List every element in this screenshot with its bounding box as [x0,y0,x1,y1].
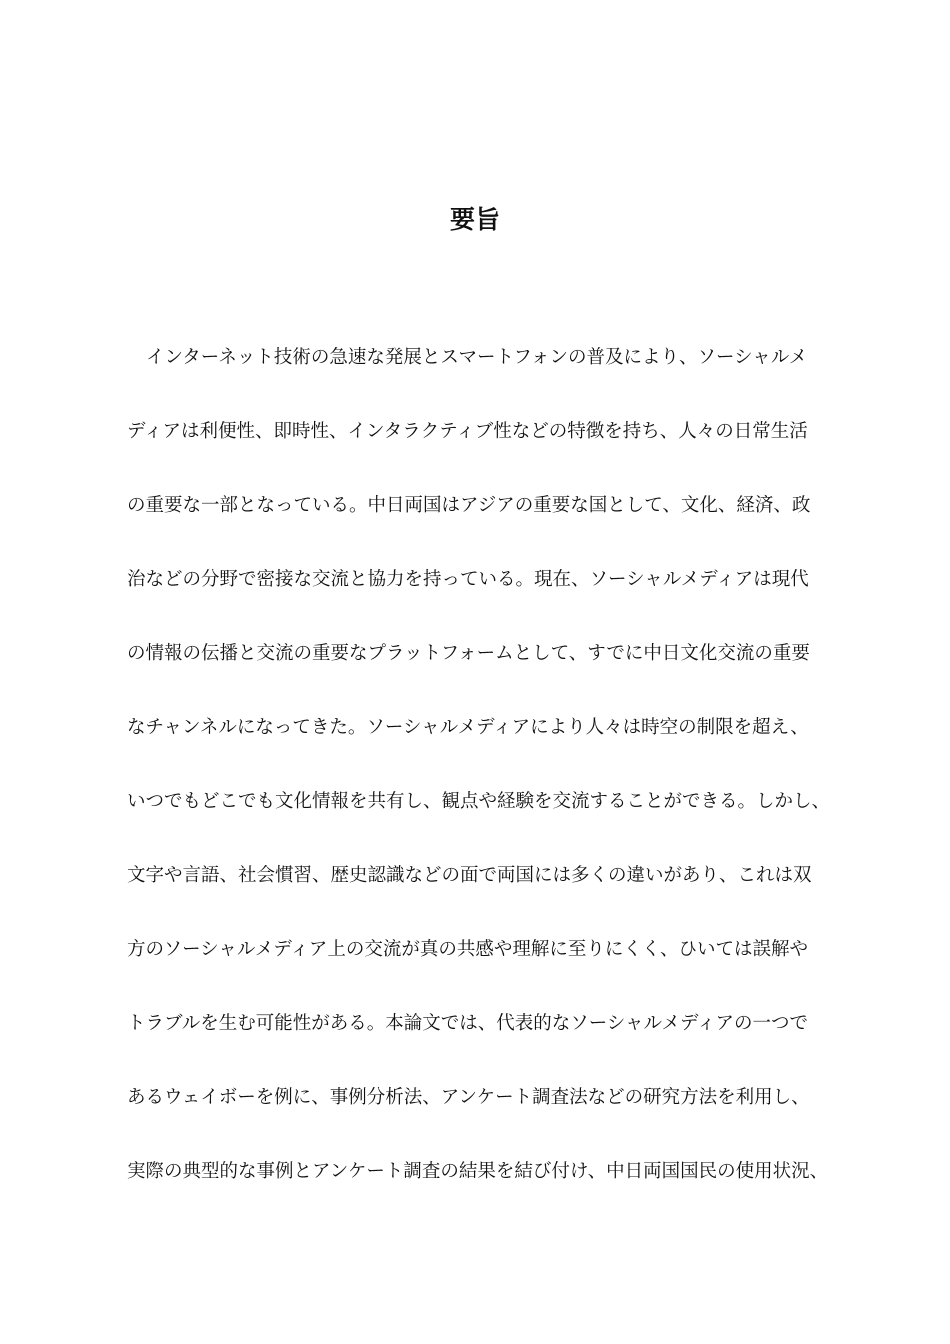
abstract-line: トラブルを生む可能性がある。本論文では、代表的なソーシャルメディアの一つで [127,1013,808,1034]
abstract-line: いつでもどこでも文化情報を共有し、観点や経験を交流することができる。しかし、 [127,791,831,812]
abstract-line: 文字や言語、社会慣習、歴史認識などの面で両国には多くの違いがあり、これは双 [127,865,812,886]
abstract-line: の重要な一部となっている。中日両国はアジアの重要な国として、文化、経済、政 [127,495,811,516]
abstract-line: 治などの分野で密接な交流と協力を持っている。現在、ソーシャルメディアは現代 [127,569,809,590]
page-title: 要旨 [449,205,500,234]
abstract-line: あるウェイボーを例に、事例分析法、アンケート調査法などの研究方法を利用し、 [127,1087,810,1108]
abstract-line: ディアは利便性、即時性、インタラクティブ性などの特徴を持ち、人々の日常生活 [127,421,808,442]
abstract-line: 方のソーシャルメディア上の交流が真の共感や理解に至りにくく、ひいては誤解や [127,939,808,960]
abstract-line: の情報の伝播と交流の重要なプラットフォームとして、すでに中日文化交流の重要 [127,643,810,664]
abstract-line: なチャンネルになってきた。ソーシャルメディアにより人々は時空の制限を超え、 [127,717,809,738]
abstract-line: 実際の典型的な事例とアンケート調査の結果を結び付け、中日両国国民の使用状況、 [127,1161,829,1182]
abstract-line: インターネット技術の急速な発展とスマートフォンの普及により、ソーシャルメ [146,347,808,368]
abstract-body [127,338,862,1226]
